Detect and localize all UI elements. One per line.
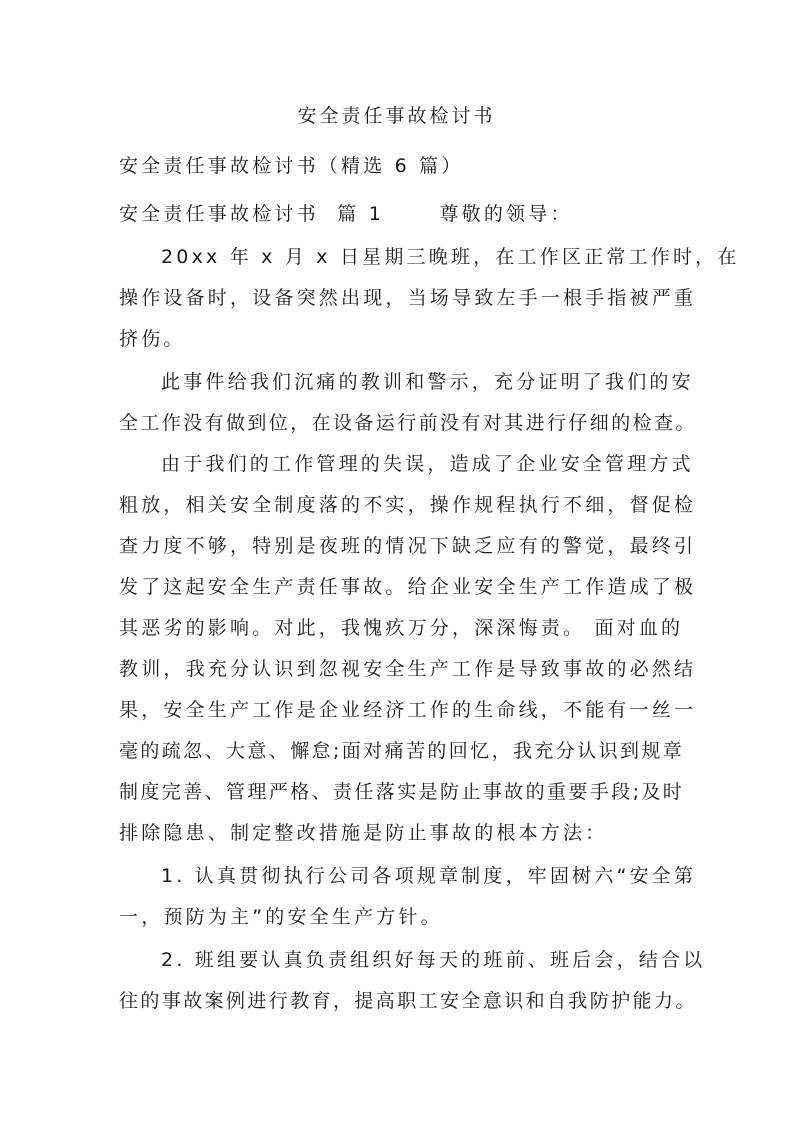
paragraph-line: 毫的疏忽、大意、懈怠;面对痛苦的回忆，我充分认识到规章 bbox=[119, 740, 685, 762]
paragraph-line: 教训，我充分认识到忽视安全生产工作是导致事故的必然结 bbox=[119, 658, 697, 680]
paragraph-line: 由于我们的工作管理的失误，造成了企业安全管理方式 bbox=[161, 453, 694, 475]
paragraph-line: 其恶劣的影响。对此，我愧疚万分，深深悔责。 面对血的 bbox=[119, 617, 684, 639]
document-title: 安全责任事故检讨书 bbox=[297, 105, 496, 127]
paragraph-line: 排除隐患、制定整改措施是防止事故的根本方法： bbox=[119, 822, 608, 844]
paragraph-line: 制度完善、管理严格、责任落实是防止事故的重要手段;及时 bbox=[119, 781, 685, 803]
paragraph-line: 查力度不够，特别是夜班的情况下缺乏应有的警觉，最终引 bbox=[119, 535, 697, 557]
list-item-2: 2. 班组要认真负责组织好每天的班前、班后会，结合以 bbox=[161, 949, 706, 971]
list-item-1: 1. 认真贯彻执行公司各项规章制度，牢固树六“安全第 bbox=[161, 865, 697, 887]
paragraph-line: 此事件给我们沉痛的教训和警示，充分证明了我们的安 bbox=[161, 371, 694, 393]
paragraph-line: 操作设备时，设备突然出现，当场导致左手一根手指被严重 bbox=[119, 287, 697, 309]
paragraph-line: 发了这起安全生产责任事故。给企业安全生产工作造成了极 bbox=[119, 576, 697, 598]
paragraph-line: 一，预防为主”的安全生产方针。 bbox=[119, 906, 443, 928]
document-subtitle: 安全责任事故检讨书（精选 6 篇） bbox=[119, 155, 464, 177]
paragraph-line: 往的事故案例进行教育，提高职工安全意识和自我防护能力。 bbox=[119, 990, 697, 1012]
section-heading: 安全责任事故检讨书 篇 1 尊敬的领导： bbox=[119, 203, 573, 225]
paragraph-line: 粗放，相关安全制度落的不实，操作规程执行不细，督促检 bbox=[119, 494, 697, 516]
paragraph-line: 挤伤。 bbox=[119, 328, 186, 350]
paragraph-line: 20xx 年 x 月 x 日星期三晚班，在工作区正常工作时，在 bbox=[161, 246, 740, 268]
paragraph-line: 果，安全生产工作是企业经济工作的生命线，不能有一丝一 bbox=[119, 699, 697, 721]
paragraph-line: 全工作没有做到位，在设备运行前没有对其进行仔细的检查。 bbox=[119, 412, 697, 434]
